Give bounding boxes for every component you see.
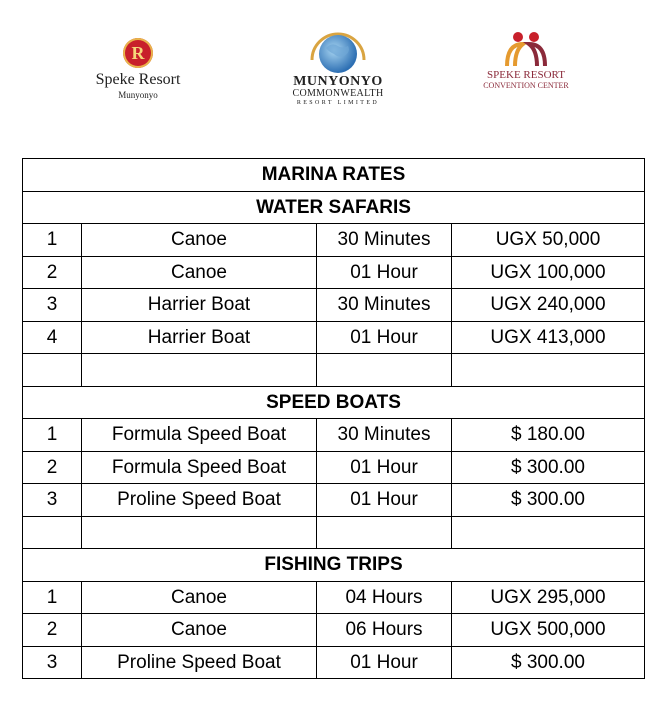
row-price: $ 300.00 — [452, 646, 645, 679]
fishing-trips-heading: FISHING TRIPS — [23, 549, 645, 582]
row-item: Canoe — [82, 256, 317, 289]
row-duration: 30 Minutes — [317, 289, 452, 322]
row-number: 2 — [23, 256, 82, 289]
table-row — [23, 646, 645, 679]
empty-cell — [82, 516, 317, 549]
row-price: $ 180.00 — [452, 419, 645, 452]
row-price: $ 300.00 — [452, 484, 645, 517]
row-number: 3 — [23, 484, 82, 517]
row-number: 3 — [23, 646, 82, 679]
table-row — [23, 451, 645, 484]
convention-name: SPEKE RESORT — [487, 69, 565, 81]
row-item: Formula Speed Boat — [82, 419, 317, 452]
globe-icon — [302, 26, 374, 74]
section-header-row — [23, 386, 645, 419]
row-price: UGX 500,000 — [452, 614, 645, 647]
row-item: Formula Speed Boat — [82, 451, 317, 484]
row-number: 4 — [23, 321, 82, 354]
table-row — [23, 256, 645, 289]
munyonyo-line2: RESORT LIMITED — [296, 100, 380, 106]
table-row — [23, 289, 645, 322]
empty-cell — [82, 354, 317, 387]
row-price: UGX 413,000 — [452, 321, 645, 354]
row-number: 1 — [23, 224, 82, 257]
section-header-row — [23, 191, 645, 224]
water-safaris-heading: WATER SAFARIS — [23, 191, 645, 224]
marina-rates-table — [22, 158, 645, 679]
row-duration: 01 Hour — [317, 256, 452, 289]
munyonyo-name: MUNYONYO — [293, 74, 383, 89]
row-duration: 01 Hour — [317, 646, 452, 679]
row-item: Proline Speed Boat — [82, 484, 317, 517]
row-item: Harrier Boat — [82, 289, 317, 322]
row-duration: 01 Hour — [317, 321, 452, 354]
table-row — [23, 321, 645, 354]
row-item: Canoe — [82, 224, 317, 257]
empty-cell — [452, 516, 645, 549]
row-number: 3 — [23, 289, 82, 322]
row-number: 2 — [23, 614, 82, 647]
empty-cell — [23, 516, 82, 549]
empty-cell — [317, 516, 452, 549]
row-duration: 30 Minutes — [317, 419, 452, 452]
row-item: Harrier Boat — [82, 321, 317, 354]
munyonyo-line1: COMMONWEALTH — [292, 88, 384, 99]
title-row — [23, 159, 645, 192]
table-row — [23, 614, 645, 647]
row-duration: 04 Hours — [317, 581, 452, 614]
empty-cell — [317, 354, 452, 387]
row-item: Proline Speed Boat — [82, 646, 317, 679]
row-duration: 01 Hour — [317, 484, 452, 517]
convention-sub: CONVENTION CENTER — [483, 81, 569, 90]
empty-cell — [452, 354, 645, 387]
row-price: UGX 240,000 — [452, 289, 645, 322]
table-row — [23, 419, 645, 452]
row-number: 1 — [23, 419, 82, 452]
speke-resort-logo — [72, 38, 204, 100]
row-price: UGX 50,000 — [452, 224, 645, 257]
row-number: 2 — [23, 451, 82, 484]
table-row — [23, 224, 645, 257]
row-item: Canoe — [82, 614, 317, 647]
table-row — [23, 581, 645, 614]
row-price: $ 300.00 — [452, 451, 645, 484]
row-duration: 06 Hours — [317, 614, 452, 647]
convention-center-logo — [460, 30, 592, 90]
table-row — [23, 484, 645, 517]
speke-resort-name: Speke Resort — [95, 71, 181, 88]
speed-boats-heading: SPEED BOATS — [23, 386, 645, 419]
row-item: Canoe — [82, 581, 317, 614]
row-number: 1 — [23, 581, 82, 614]
empty-row — [23, 516, 645, 549]
speke-resort-sub: Munyonyo — [118, 90, 158, 100]
row-price: UGX 295,000 — [452, 581, 645, 614]
row-duration: 01 Hour — [317, 451, 452, 484]
table-title: MARINA RATES — [23, 159, 645, 192]
empty-cell — [23, 354, 82, 387]
munyonyo-logo — [270, 26, 406, 107]
empty-row — [23, 354, 645, 387]
section-header-row — [23, 549, 645, 582]
speke-resort-emblem-icon: R — [123, 38, 153, 68]
row-price: UGX 100,000 — [452, 256, 645, 289]
people-icon — [501, 30, 551, 68]
row-duration: 30 Minutes — [317, 224, 452, 257]
